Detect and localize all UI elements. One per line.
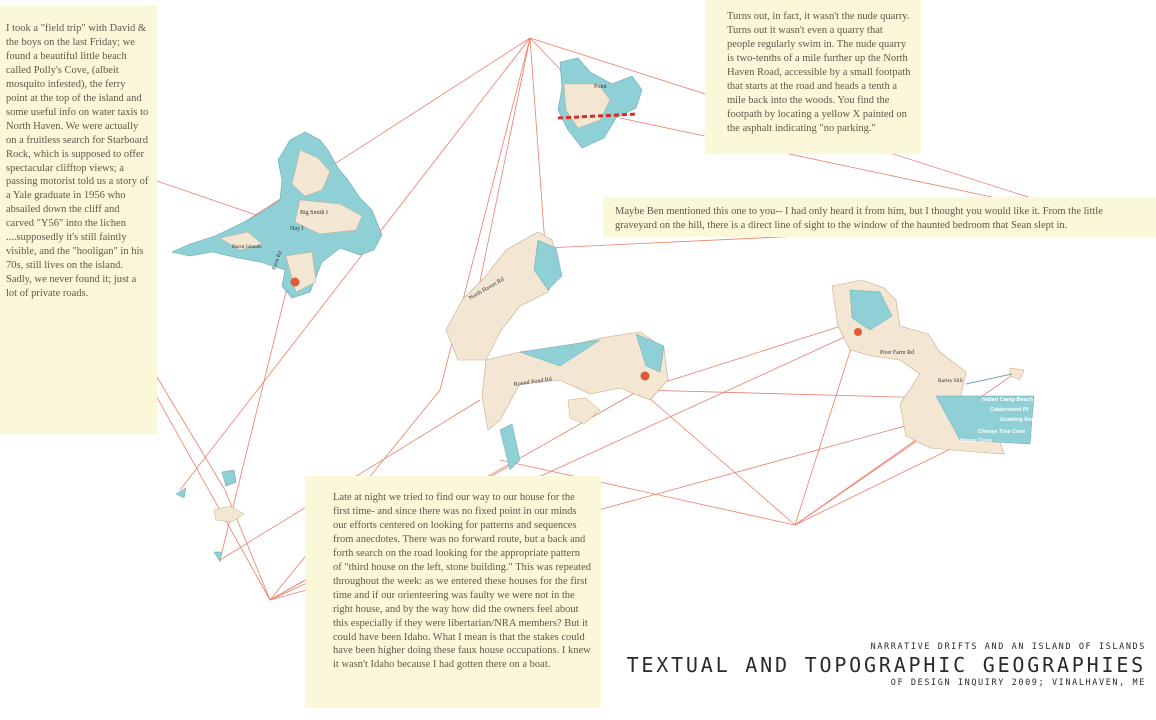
map-fragment-central [446,232,668,470]
note-quarry-text: Turns out, in fact, it wasn't the nude quarry. Turns out it wasn't even a quarry that people regularly swim in. The nude quarry is two-tenths of a mile further up the North Haven Road, accessible by a small footpath that starts at the road and heads a tenth a mile back into the woods. You find the footpath by locating a yellow X painted on the asphalt indicating "no parking." [727,11,911,134]
label-gunning-rock: Gunning Rock [1000,417,1038,423]
map-fragment-quarry [558,58,642,148]
subtitle-top: NARRATIVE DRIFTS AND AN ISLAND OF ISLANDS [870,642,1146,652]
note-night-search-text: Late at night we tried to find our way to our house for the first time- and since there was no fixed point in our minds our efforts centered on looking for patterns and sequences from anecdotes. There was no forward route, but a back and forth search on the road looking for the appropriate pattern of "third house on the left, stone building." This was repeated throughout the week: as we entered these houses for the first time and if our orienteering was faulty we were not in the right house, and by the way how did the owners feel about this especially if they were libertarian/NRA members? But it could have been Idaho. What I mean is that the stakes could have been higher doing these faux house occupations. I knew it wasn't Idaho because I had gotten there on a boat. [333,492,591,671]
label-farm-rd-west: Farm Rd [271,250,284,271]
note-graveyard-text: Maybe Ben mentioned this one to you-- I had only heard it from him, but I thought you would like it. From the little graveyard on the hill, there is a direct line of sight to the window of the haunted bedroom that Sean slept in. [615,206,1103,231]
note-quarry [705,0,921,154]
label-round-pond-rd: Round Pond Rd [513,376,553,388]
subtitle-bottom: OF DESIGN INQUIRY 2009; VINALHAVEN, ME [890,678,1146,688]
note-night-search [305,476,601,708]
map-fragment-west-islands [172,132,382,298]
label-barley-hill: Barley Hill [938,378,963,384]
note-field-trip-text: I took a "field trip" with David & the boys on the last Friday; we found a beautiful little beach called Polly's Cove, (albeit mosquito infested), the ferry point at the top of the island and some useful info on water taxis to North Haven. We were actually on a fruitless search for Starboard Rock, which is supposed to offer spectacular clifftop views; a passing motorist told us a story of a Yale graduate in 1956 who absailed down the cliff and carved "Y56" into the lichen ....supposedly it's still faintly visible, and the "hooligan" in his 70s, still lives on the island. Sadly, we never found it; just a lot of private roads. [6,23,149,300]
note-field-trip [0,6,157,434]
note-graveyard [603,197,1156,237]
map-fragment-east [832,280,1039,454]
label-calderwood-pt: Calderwood Pt [990,407,1029,413]
main-title: TEXTUAL AND TOPOGRAPHIC GEOGRAPHIES [626,653,1146,677]
label-point: Point [594,84,607,90]
title-block [627,642,1146,688]
label-big-smith: Big Smith I [300,210,329,216]
label-indian-camp-beach: Indian Camp Beach [982,397,1034,403]
label-burnt-islands: Burnt Islands [232,244,262,250]
label-cheeys-tree-cove: Cheeys Tree Cove [978,429,1026,435]
label-poor-farm-rd: Poor Farm Rd [880,350,915,356]
map-fragment-islets [176,470,244,562]
label-house-cove: House Cove [960,438,992,444]
label-north-haven-rd: North Haven Rd [468,276,506,302]
label-hay: Hay I [290,226,304,232]
